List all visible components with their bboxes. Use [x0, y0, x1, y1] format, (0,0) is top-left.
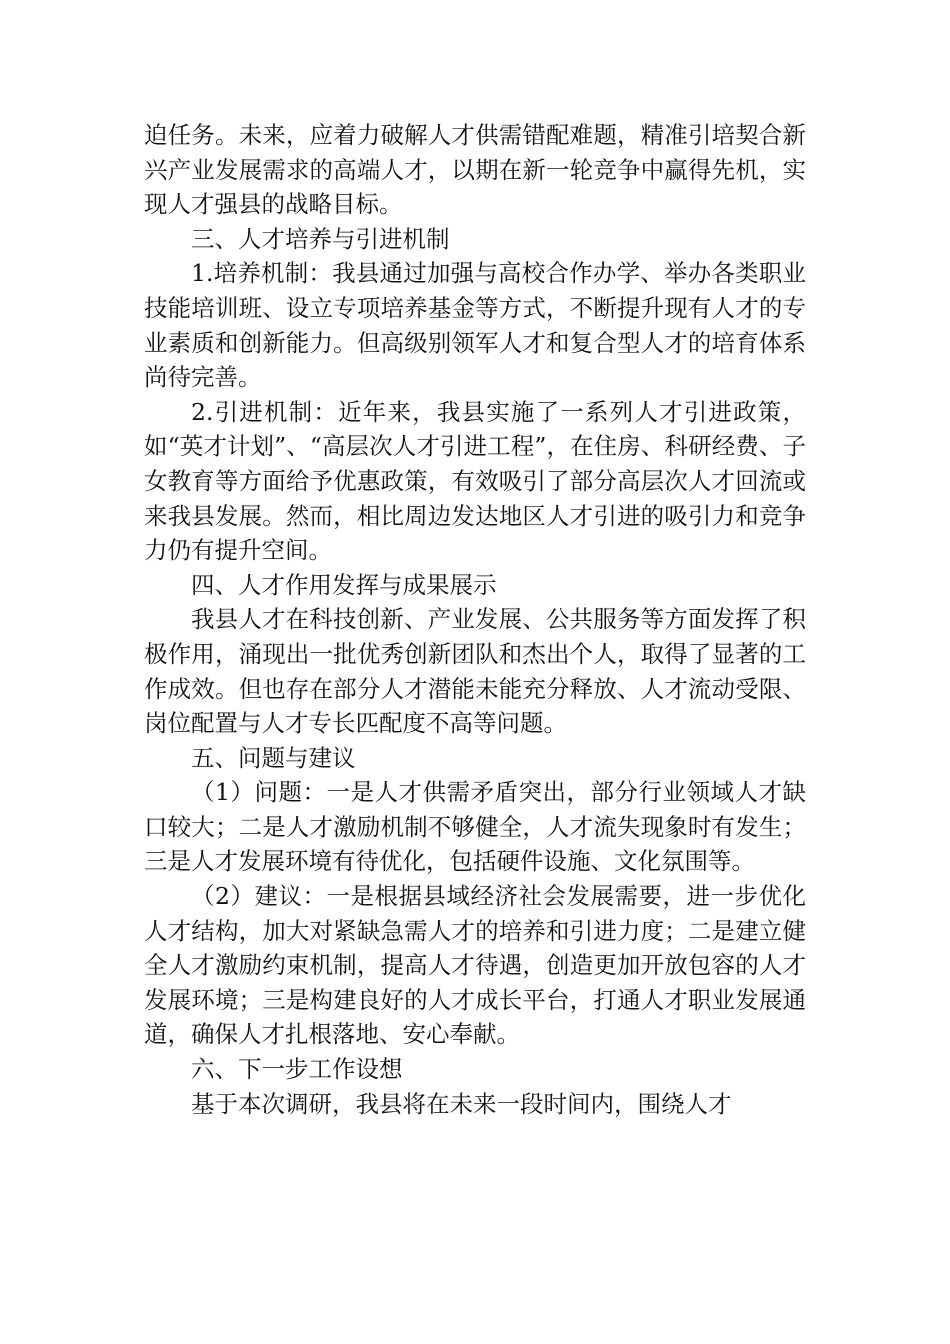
document-body [144, 118, 806, 1121]
section-heading-3: 三、人才培养与引进机制 [191, 224, 450, 253]
paragraph-introduction-mechanism: 2.引进机制：近年来，我县实施了一系列人才引进政策，如“英才计划”、“高层次人才引进工程”，在住房、科研经费、子女教育等方面给予优惠政策，有效吸引了部分高层次人才回流或来我县发展。然而，相比周边发达地区人才引进的吸引力和竞争力仍有提升空间。 [144, 397, 806, 565]
section-heading-6: 六、下一步工作设想 [191, 1055, 403, 1084]
paragraph-continuation: 迫任务。未来，应着力破解人才供需错配难题，精准引培契合新兴产业发展需求的高端人才，以期在新一轮竞争中赢得先机，实现人才强县的战略目标。 [144, 121, 806, 219]
section-heading-4: 四、人才作用发挥与成果展示 [191, 570, 497, 599]
paragraph-next-steps: 基于本次调研，我县将在未来一段时间内，围绕人才 [191, 1089, 732, 1118]
paragraph-problems: （1）问题：一是人才供需矛盾突出，部分行业领域人才缺口较大；二是人才激励机制不够健全，人才流失现象时有发生；三是人才发展环境有待优化，包括硬件设施、文化氛围等。 [144, 778, 806, 876]
section-heading-5: 五、问题与建议 [191, 743, 356, 772]
paragraph-training-mechanism: 1.培养机制：我县通过加强与高校合作办学、举办各类职业技能培训班、设立专项培养基金等方式，不断提升现有人才的专业素质和创新能力。但高级别领军人才和复合型人才的培育体系尚待完善。 [144, 259, 806, 392]
paragraph-suggestions: （2）建议：一是根据县域经济社会发展需要，进一步优化人才结构，加大对紧缺急需人才的培养和引进力度；二是建立健全人才激励约束机制，提高人才待遇，创造更加开放包容的人才发展环境；三是构建良好的人才成长平台，打通人才职业发展通道，确保人才扎根落地、安心奉献。 [144, 882, 806, 1049]
paragraph-talent-role: 我县人才在科技创新、产业发展、公共服务等方面发挥了积极作用，涌现出一批优秀创新团队和杰出个人，取得了显著的工作成效。但也存在部分人才潜能未能充分释放、人才流动受限、岗位配置与人才专长匹配度不高等问题。 [144, 605, 806, 738]
